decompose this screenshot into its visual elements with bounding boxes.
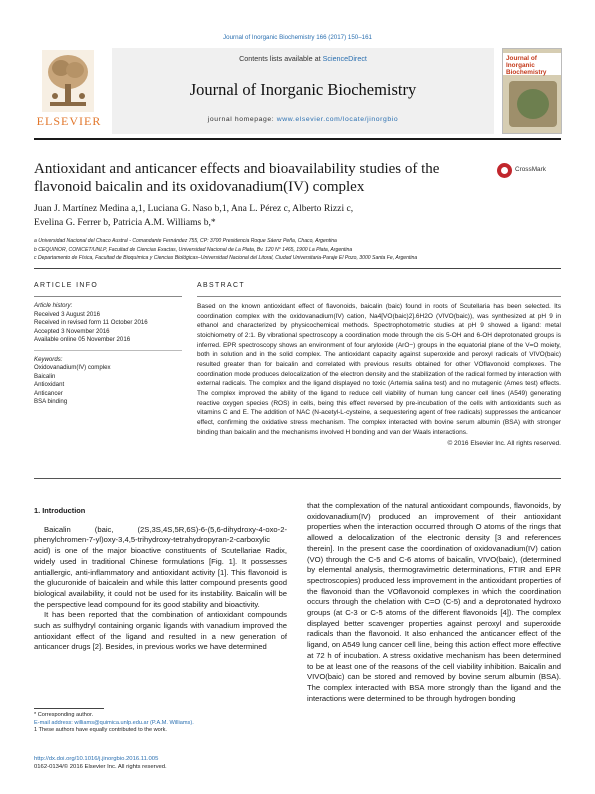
section-heading-introduction: 1. Introduction (34, 506, 86, 515)
abstract-copyright: © 2016 Elsevier Inc. All rights reserved. (447, 440, 561, 448)
intro-paragraph-1: Baicalin (baic, (2S,3S,4S,5R,6S)-6-(5,6-dihydroxy-4-oxo-2-phenylchromen-7-yl)oxy-3,4,5-trihydroxy-tetrahydropyran-2-carboxylic acid) is one of the major bioactive constituents of Scutellariae Radix, widely used in traditional Chinese formulations [Fig. 1]. It possesses antiallergic, anti-inflammatory and antioxidant activity [1]. This flavonoid is the glucuronide of baicalein and while this latter compound presents good biological availability, it could not be used for its instability. Baicalin will be the perspective lead compound for its good stability and bioactivity. (34, 524, 287, 609)
abstract-text: Based on the known antioxidant effect of flavonoids, baicalin (baic) found in roots of Scutellaria has been selected. Its coordination complex with the oxidovanadium(IV) cation, Na4[VO(baic)2].6H2O (VIVO(baic)), was synthesized at pH 9 in ethanol and characterized by physicochemical methods. Spectrophotometric studies at pH 9 showed a ligand: metal stoichiometry of 2:1. By vibrational spectroscopy a coordination mode through the cis 5-OH and 6-OH deprotonated groups is inferred. EPR spectroscopy shows an environment of four aryloxide (ArO−) groups in the equatorial plane of the V=O moiety, both in solution and in the solid complex. The antioxidant capacity against superoxide and peroxyl radicals of VIVO(baic) resulted greater than for baicalin and correlated with previous results obtained for other VOflavonoid complexes. The coordination mode produces delocalization of the electron density and the stabilization of the radical formed by interaction with external radicals. The complex and the ligand displayed no toxic (Artemia salina test) and no mutagenic (Ames test) effects. The complex improved the ability of the ligand to reduce cell viability of human lung cancer cell lines (A549) generating reactive oxygen species (ROS) in cells, being this effect reversed by pre-incubation of the cells with antioxidants such as vitamins C and E. The addition of NAC (N-acetyl-L-cysteine, a sequestering agent of free radicals) suppresses the anticancer effect, confirming the oxidative stress mechanism. The complex interacted with bovine serum albumin (BSA) with stronger binding than baicalin and the mechanisms involved H bonding and van der Waals interactions. (197, 303, 561, 436)
article-history-label: Article history: (34, 302, 73, 309)
authors-line-2[interactable]: Evelina G. Ferrer b, Patricia A.M. Williams b,* (34, 216, 216, 228)
crossmark-icon (497, 163, 512, 178)
footnote-rule (34, 708, 104, 709)
affiliations (34, 237, 561, 263)
journal-name: Journal of Inorganic Biochemistry (189, 80, 417, 99)
history-received: Received 3 August 2016 (34, 310, 101, 318)
keywords-rule (34, 350, 182, 351)
keywords (34, 356, 182, 407)
article-title: Antioxidant and anticancer effects and bioavailability studies of the flavonoid baicalin and its oxidovanadium(IV) complex (34, 161, 440, 195)
sciencedirect-link[interactable]: ScienceDirect (322, 54, 367, 63)
authors (34, 202, 561, 229)
body-column-left (34, 506, 287, 653)
article-history (34, 302, 182, 345)
keyword-item: Anticancer (34, 389, 63, 397)
keyword-item: Baicalin (34, 372, 56, 380)
keywords-label: Keywords: (34, 355, 63, 363)
elsevier-wordmark: ELSEVIER (36, 114, 102, 128)
abstract-end-rule (34, 478, 561, 479)
authors-line-1[interactable]: Juan J. Martínez Medina a,1, Luciana G. Naso b,1, Ana L. Pérez c, Alberto Rizzi c, (34, 203, 354, 214)
masthead-rule (34, 138, 561, 140)
contents-line (112, 54, 494, 63)
homepage-prefix: journal homepage: (207, 116, 277, 123)
abstract (197, 282, 561, 447)
homepage-link[interactable]: www.elsevier.com/locate/jinorgbio (276, 116, 399, 123)
contents-prefix: Contents lists available at (239, 54, 323, 63)
history-revised: Received in revised form 11 October 2016 (34, 319, 148, 326)
footnote-corresponding: * Corresponding author. (34, 712, 94, 718)
abstract-heading: ABSTRACT (197, 282, 245, 289)
keyword-item: Antioxidant (34, 381, 65, 388)
body-column-right (307, 501, 561, 704)
intro-paragraph-continued: that the complexation of the natural antioxidant compounds, flavonoids, by oxidovanadium(IV) produced an improvement of their antioxidant properties when the interaction occurred through O atoms of the rings that allowed a delocalization of the electronic density [3 and references therein]. In the present case the coordination of oxidovanadium(IV) cation (VO) through the C-5 and C-6 atoms of baicalin, VIVO(baic), (determined by elemental analysis, thermogravimetric determinations, FTIR and EPR spectroscopies) produced less improvement in the antioxidant properties of the flavonoid than the VOflavonoid complexes in which the coordination occurs through the chelation with C=O (C-5) and a deprotonated hydroxo groups (at C-3 or C-5 atoms of the different flavonoids [4]). The complex displayed better scavenger properties against peroxyl and superoxide radicals than the flavonoid. It also enhanced the anticancer effect of the ligand, on A549 lung cancer cell line, being this action effect more effective at 72 h of incubation. A stress oxidative mechanism has been determined to be at least one of the reasons of the cell viability inhibition. Baicalin and VIVO(baic) can be stored and removed by bovine serum albumin (BSA). The complex interacted with BSA more strongly than the ligand and the interactions were determined to be through hydrogen bonding (307, 501, 561, 703)
article-info (34, 282, 182, 407)
footnote-email[interactable]: E-mail address: williams@quimica.unlp.edu.ar (P.A.M. Williams). (34, 719, 194, 726)
cover-image-detail (517, 89, 549, 119)
journal-citation[interactable]: Journal of Inorganic Biochemistry 166 (2017) 150–161 (223, 34, 372, 41)
affiliation-a: a Universidad Nacional del Chaco Austral - Comandante Fernández 755, CP: 3700 Presidencia Roque Sáenz Peña, Chaco, Argentina (34, 238, 337, 244)
masthead (34, 48, 561, 136)
elsevier-tree-icon (42, 50, 94, 112)
history-accepted: Accepted 3 November 2016 (34, 327, 110, 335)
affiliations-rule (34, 268, 561, 269)
cover-title: Journal of Inorganic Biochemistry (506, 55, 547, 76)
issn-line: 0162-0134/© 2016 Elsevier Inc. All rights reserved. (34, 764, 167, 770)
elsevier-logo[interactable] (34, 48, 104, 134)
footnotes (34, 712, 287, 735)
doi-block (34, 755, 287, 771)
intro-paragraph-2: It has been reported that the combination of antioxidant compounds such as sulfhydryl containing organic ligands with vanadium improved the antioxidant effect of the ligand and resulted in a new generation of anticancer drugs [2]. Besides, in previous works we have determined (34, 610, 287, 652)
affiliation-c: c Departamento de Física, Facultad de Bioquímica y Ciencias Biológicas–Universidad Nacional del Litoral, Ciudad Universitaria-Paraje El Pozo, 3000 Santa Fe, Argentina (34, 255, 418, 262)
history-online: Available online 05 November 2016 (34, 336, 131, 343)
footnote-equal-contribution: 1 These authors have equally contributed to the work. (34, 727, 167, 734)
article-info-heading: ARTICLE INFO (34, 282, 99, 289)
article-info-rule (34, 296, 182, 297)
keyword-item: Oxidovanadium(IV) complex (34, 364, 111, 371)
journal-cover[interactable] (502, 48, 562, 134)
crossmark-label: CrossMark (515, 166, 546, 173)
crossmark-badge[interactable] (497, 163, 569, 179)
abstract-rule (197, 296, 561, 297)
homepage-line (112, 116, 494, 123)
affiliation-b: b CEQUINOR, CONICET/UNLP, Facultad de Ciencias Exactas, Universidad Nacional de La Plata, Bv. 120 N° 1465, 1900 La Plata, Argentina (34, 246, 353, 253)
keyword-item: BSA binding (34, 398, 68, 405)
doi-link[interactable]: http://dx.doi.org/10.1016/j.jinorgbio.2016.11.005 (34, 756, 159, 762)
masthead-center (112, 48, 494, 134)
